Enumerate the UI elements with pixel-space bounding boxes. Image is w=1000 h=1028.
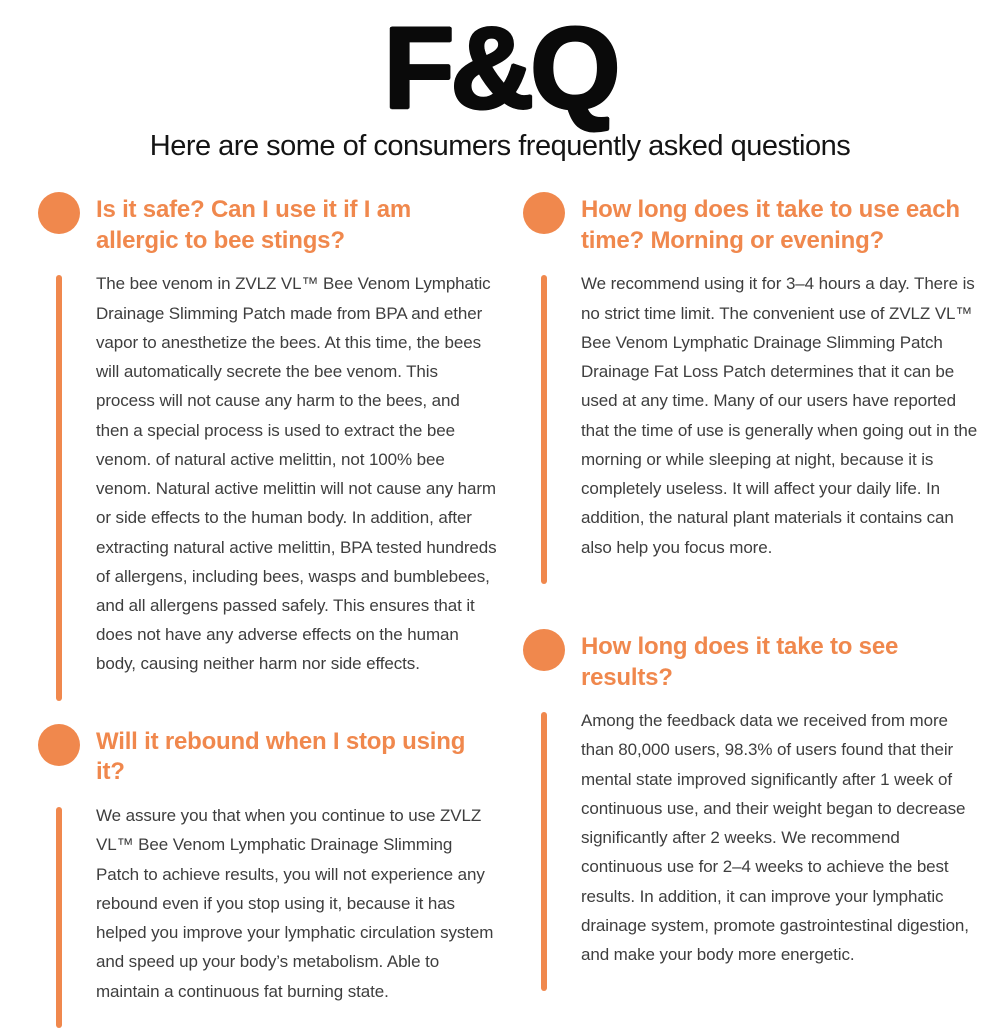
page-title: F&Q xyxy=(383,3,617,133)
faq-section-rebound xyxy=(38,727,497,1028)
page-subtitle: Here are some of consumers frequently asked questions xyxy=(149,130,851,162)
faq-grid xyxy=(0,195,1000,1028)
faq-column-left xyxy=(38,195,497,1028)
vertical-rule xyxy=(541,275,547,583)
vertical-rule xyxy=(541,712,547,991)
bullet-dot-icon xyxy=(38,724,80,766)
faq-section-safety xyxy=(38,195,497,701)
bullet-dot-icon xyxy=(38,192,80,234)
faq-question: Is it safe? Can I use it if I am allergic to bee stings? xyxy=(96,196,412,254)
faq-answer: Among the feedback data we received from more than 80,000 users, 98.3% of users found that their mental state improved significantly after 1 week of continuous use, and their weight began to decrease significantly after 2 weeks. We recommend continuous use for 2–4 weeks to achieve the best results. In addition, it can improve your lymphatic drainage system, promote gastrointestinal digestion, and make your body more energetic. xyxy=(581,711,969,965)
faq-column-right xyxy=(523,195,982,1028)
faq-section-usage-time xyxy=(523,195,982,584)
faq-section-results xyxy=(523,632,982,992)
page-header xyxy=(0,0,1000,163)
faq-question: Will it rebound when I stop using it? xyxy=(96,727,466,786)
bullet-dot-icon xyxy=(523,192,565,234)
faq-answer: We recommend using it for 3–4 hours a day. There is no strict time limit. The convenient use of ZVLZ VL™ Bee Venom Lymphatic Drainage Slimming Patch Drainage Fat Loss Patch determines that it can be used at any time. Many of our users have reported that the time of use is generally when going out in the morning or while sleeping at night, because it is completely useless. It will affect your daily life. In addition, the natural plant materials it contains can also help you focus more. xyxy=(581,274,978,557)
faq-question: How long does it take to use each time? Morning or evening? xyxy=(581,196,960,254)
vertical-rule xyxy=(56,807,62,1028)
faq-answer: The bee venom in ZVLZ VL™ Bee Venom Lymphatic Drainage Slimming Patch made from BPA and ether vapor to anesthetize the bees. At this time, the bees will automatically secrete the bee venom. This process will not cause any harm to the bees, and then a special process is used to extract the bee venom. of natural active melittin, not 100% bee venom. Natural active melittin will not cause any harm or side effects to the human body. In addition, after extracting natural active melittin, BPA tested hundreds of allergens, including bees, wasps and bumblebees, and all allergens passed safely. This ensures that it does not have any adverse effects on the human body, causing neither harm nor side effects. xyxy=(96,274,497,674)
bullet-dot-icon xyxy=(523,629,565,671)
vertical-rule xyxy=(56,275,62,700)
faq-question: How long does it take to see results? xyxy=(581,632,899,691)
faq-answer: We assure you that when you continue to use ZVLZ VL™ Bee Venom Lymphatic Drainage Slimming Patch to achieve results, you will not experience any rebound even if you stop using it, because it has helped you improve your lymphatic circulation system and speed up your body’s metabolism. Able to maintain a continuous fat burning state. xyxy=(96,806,494,1001)
